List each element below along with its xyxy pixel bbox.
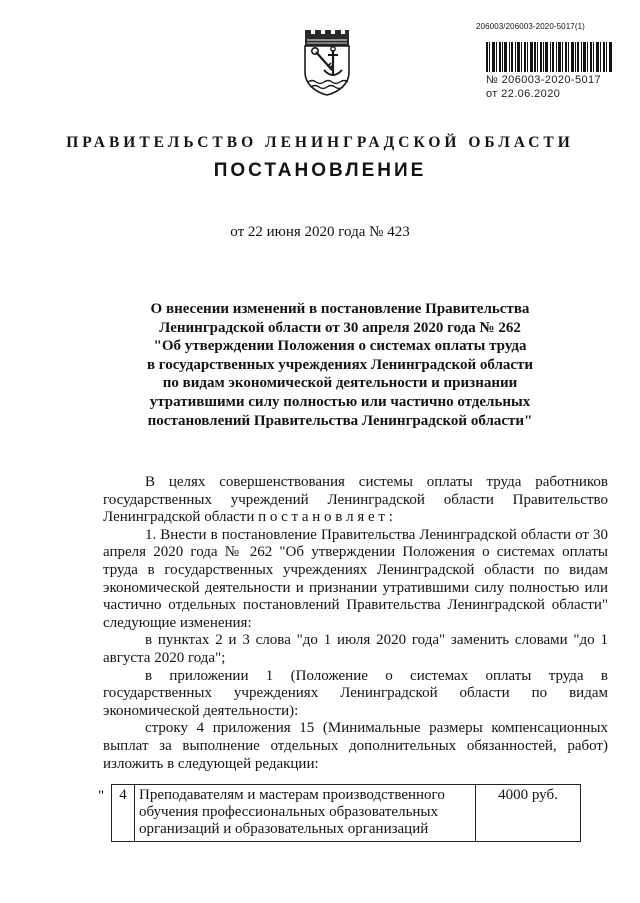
coat-of-arms-icon [300, 28, 354, 96]
document-date-number: от 22 июня 2020 года № 423 [230, 224, 410, 240]
row-amount: 4000 руб. [476, 785, 581, 842]
document-subject [130, 300, 550, 430]
document-code: 206003/206003-2020-5017(1) [476, 22, 585, 31]
subject-line: в государственных учреждениях Ленинградской области [146, 356, 534, 373]
table-row [112, 785, 581, 842]
subject-line: по видам экономической деятельности и признании [162, 375, 518, 392]
row-number: 4 [112, 785, 135, 842]
amendment-table [111, 784, 581, 842]
paragraph-change-appendix: в приложении 1 (Положение о системах оплаты труда в государственных учреждениях Ленинградской области по видам экономической деятельности): [103, 667, 608, 719]
government-title: ПРАВИТЕЛЬСТВО ЛЕНИНГРАДСКОЙ ОБЛАСТИ [66, 134, 574, 151]
subject-line: "Об утверждении Положения о системах оплаты труда [153, 338, 527, 355]
subject-line: постановлений Правительства Ленинградской области" [147, 412, 533, 429]
row-description: Преподавателям и мастерам производственного обучения профессиональных образовательных организаций и образовательных организаций [135, 785, 476, 842]
opening-quote: " [98, 788, 105, 804]
subject-line: утратившими силу полностью или частично отдельных [149, 393, 531, 410]
subject-line: Ленинградской области от 30 апреля 2020 года № 262 [159, 319, 521, 336]
registration-date: от 22.06.2020 [486, 88, 561, 100]
paragraph-change-dates: в пунктах 2 и 3 слова "до 1 июля 2020 года" заменить словами "до 1 августа 2020 года"; [103, 632, 608, 666]
registration-number: № 206003-2020-5017 [486, 74, 602, 86]
document-body [103, 474, 608, 773]
paragraph-change-row: строку 4 приложения 15 (Минимальные размеры компенсационных выплат за выполнение отдельных дополнительных обязанностей, работ) изложить в следующей редакции: [103, 720, 608, 772]
paragraph-preamble: В целях совершенствования системы оплаты труда работников государственных учреждений Ленинградской области Правительство Ленинградской области п о с т а н о в л я е т : [103, 474, 608, 526]
barcode-icon [486, 42, 612, 72]
subject-line: О внесении изменений в постановление Правительства [150, 301, 530, 317]
paragraph-item-1: 1. Внести в постановление Правительства Ленинградской области от 30 апреля 2020 года № 262 "Об утверждении Положения о системах оплаты труда в государственных учреждениях Ленинградской области по видам экономической деятельности и признании утратившими силу полностью или частично отдельных постановлений Правительства Ленинградской области" следующие изменения: [103, 526, 608, 631]
document-type: ПОСТАНОВЛЕНИЕ [213, 160, 427, 181]
